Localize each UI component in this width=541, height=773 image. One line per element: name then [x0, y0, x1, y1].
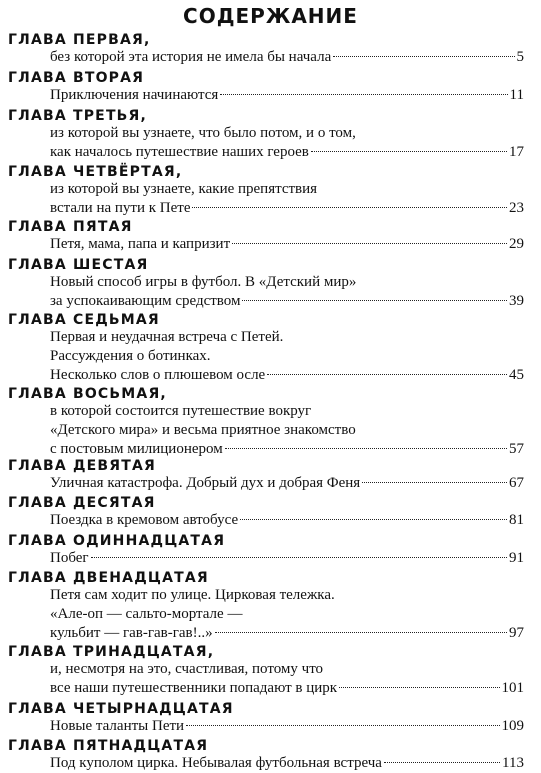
toc-entry[interactable] [50, 366, 524, 385]
toc-entry[interactable] [50, 754, 524, 773]
chapter-subtitle: Петя сам ходит по улице. Цирковая тележка. [50, 587, 335, 603]
chapter-subtitle-line [50, 328, 524, 347]
dot-leader [220, 94, 507, 95]
page-number: 97 [509, 625, 524, 641]
chapter-subtitle-line [50, 660, 524, 679]
chapter-heading: ГЛАВА ПЯТНАДЦАТАЯ [8, 738, 209, 754]
chapter-subtitle: Поездка в кремовом автобусе [50, 512, 239, 528]
dot-leader [267, 374, 507, 375]
chapter-subtitle: Первая и неудачная встреча с Петей. [50, 329, 284, 345]
chapter-subtitle: с постовым милиционером [50, 441, 223, 457]
chapter-heading: ГЛАВА СЕДЬМАЯ [8, 312, 160, 328]
toc-entry[interactable] [50, 549, 524, 568]
chapter-subtitle: Побег [50, 550, 89, 566]
dot-leader [186, 725, 499, 726]
chapter-subtitle: кульбит — гав-гав-гав!..» [50, 625, 213, 641]
page-number: 45 [509, 367, 524, 383]
toc-entry[interactable] [50, 199, 524, 218]
dot-leader [225, 448, 507, 449]
chapter-heading: ГЛАВА ДЕВЯТАЯ [8, 458, 157, 474]
page-number: 67 [509, 475, 524, 491]
chapter-heading: ГЛАВА ЧЕТЫРНАДЦАТАЯ [8, 701, 234, 717]
chapter-subtitle-line [50, 180, 524, 199]
chapter-subtitle: из которой вы узнаете, какие препятствия [50, 181, 318, 197]
dot-leader [91, 557, 507, 558]
chapter-subtitle: Под куполом цирка. Небывалая футбольная встреча [50, 755, 382, 771]
page-number: 5 [516, 49, 524, 65]
page-number: 101 [501, 680, 524, 696]
chapter-subtitle: Петя, мама, папа и капризит [50, 236, 231, 252]
chapter-heading: ГЛАВА ДВЕНАДЦАТАЯ [8, 570, 209, 586]
page-number: 29 [509, 236, 524, 252]
chapter-heading: ГЛАВА ЧЕТВЁРТАЯ, [8, 164, 183, 180]
toc-entry[interactable] [50, 235, 524, 254]
chapter-subtitle: встали на пути к Пете [50, 200, 191, 216]
toc-entry[interactable] [50, 292, 524, 311]
toc-entry[interactable] [50, 717, 524, 736]
page-number: 39 [509, 293, 524, 309]
chapter-subtitle-line [50, 402, 524, 421]
page-number: 91 [509, 550, 524, 566]
chapter-heading: ГЛАВА ВОСЬМАЯ, [8, 386, 167, 402]
chapter-heading: ГЛАВА ШЕСТАЯ [8, 257, 149, 273]
chapter-subtitle: в которой состоится путешествие вокруг [50, 403, 312, 419]
chapter-subtitle: Рассуждения о ботинках. [50, 348, 211, 364]
page-number: 113 [502, 755, 524, 771]
chapter-subtitle-line [50, 347, 524, 366]
dot-leader [384, 762, 500, 763]
chapter-heading: ГЛАВА ВТОРАЯ [8, 70, 145, 86]
chapter-heading: ГЛАВА ПЯТАЯ [8, 219, 133, 235]
page-number: 23 [509, 200, 524, 216]
chapter-subtitle: Приключения начинаются [50, 87, 219, 103]
chapter-subtitle: как началось путешествие наших героев [50, 144, 309, 160]
chapter-heading: ГЛАВА ОДИННАДЦАТАЯ [8, 533, 226, 549]
chapter-heading: ГЛАВА ДЕСЯТАЯ [8, 495, 156, 511]
page-number: 17 [509, 144, 524, 160]
toc-entry[interactable] [50, 511, 524, 530]
chapter-subtitle: за успокаивающим средством [50, 293, 241, 309]
chapter-subtitle-line [50, 421, 524, 440]
toc-entry[interactable] [50, 143, 524, 162]
page-number: 57 [509, 441, 524, 457]
toc-entry[interactable] [50, 48, 524, 67]
dot-leader [242, 300, 507, 301]
dot-leader [232, 243, 507, 244]
page-number: 11 [509, 87, 524, 103]
dot-leader [240, 519, 507, 520]
chapter-subtitle: Несколько слов о плюшевом осле [50, 367, 266, 383]
chapter-subtitle: Новый способ игры в футбол. В «Детский мир» [50, 274, 357, 290]
chapter-subtitle: и, несмотря на это, счастливая, потому что [50, 661, 324, 677]
dot-leader [215, 632, 507, 633]
page-title: СОДЕРЖАНИЕ [183, 4, 358, 28]
dot-leader [339, 687, 499, 688]
chapter-heading: ГЛАВА ТРИНАДЦАТАЯ, [8, 644, 215, 660]
chapter-subtitle-line [50, 605, 524, 624]
chapter-heading: ГЛАВА ПЕРВАЯ, [8, 32, 151, 48]
page-number: 81 [509, 512, 524, 528]
dot-leader [333, 56, 514, 57]
chapter-subtitle: Уличная катастрофа. Добрый дух и добрая Феня [50, 475, 361, 491]
dot-leader [362, 482, 507, 483]
chapter-subtitle: все наши путешественники попадают в цирк [50, 680, 338, 696]
chapter-subtitle: «Але-оп — сальто-мортале — [50, 606, 243, 622]
toc-entry[interactable] [50, 474, 524, 493]
chapter-subtitle-line [50, 586, 524, 605]
chapter-subtitle: без которой эта история не имела бы начала [50, 49, 332, 65]
dot-leader [311, 151, 507, 152]
toc-entry[interactable] [50, 624, 524, 643]
chapter-subtitle-line [50, 124, 524, 143]
chapter-subtitle: «Детского мира» и весьма приятное знакомство [50, 422, 356, 438]
chapter-subtitle: Новые таланты Пети [50, 718, 185, 734]
toc-entry[interactable] [50, 679, 524, 698]
chapter-subtitle: из которой вы узнаете, что было потом, и о том, [50, 125, 356, 141]
page-number: 109 [501, 718, 524, 734]
toc-entry[interactable] [50, 86, 524, 105]
dot-leader [192, 207, 507, 208]
chapter-subtitle-line [50, 273, 524, 292]
chapter-heading: ГЛАВА ТРЕТЬЯ, [8, 108, 148, 124]
